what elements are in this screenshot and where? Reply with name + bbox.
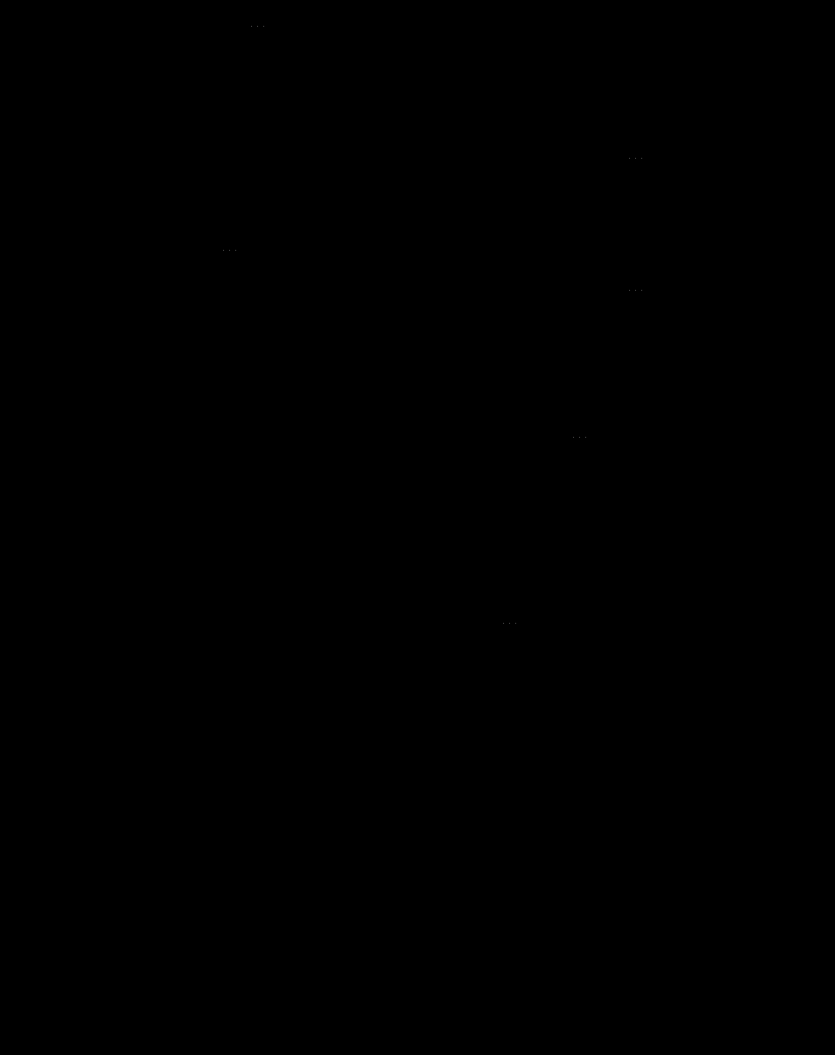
ellipsis-marker-2: ...: [222, 242, 241, 254]
ellipsis-marker-5: ...: [572, 429, 591, 441]
ellipsis-marker-3: ...: [628, 150, 647, 162]
ellipsis-marker-1: ...: [250, 18, 269, 30]
ellipsis-marker-6: ...: [502, 615, 521, 627]
ellipsis-marker-4: ...: [628, 282, 647, 294]
